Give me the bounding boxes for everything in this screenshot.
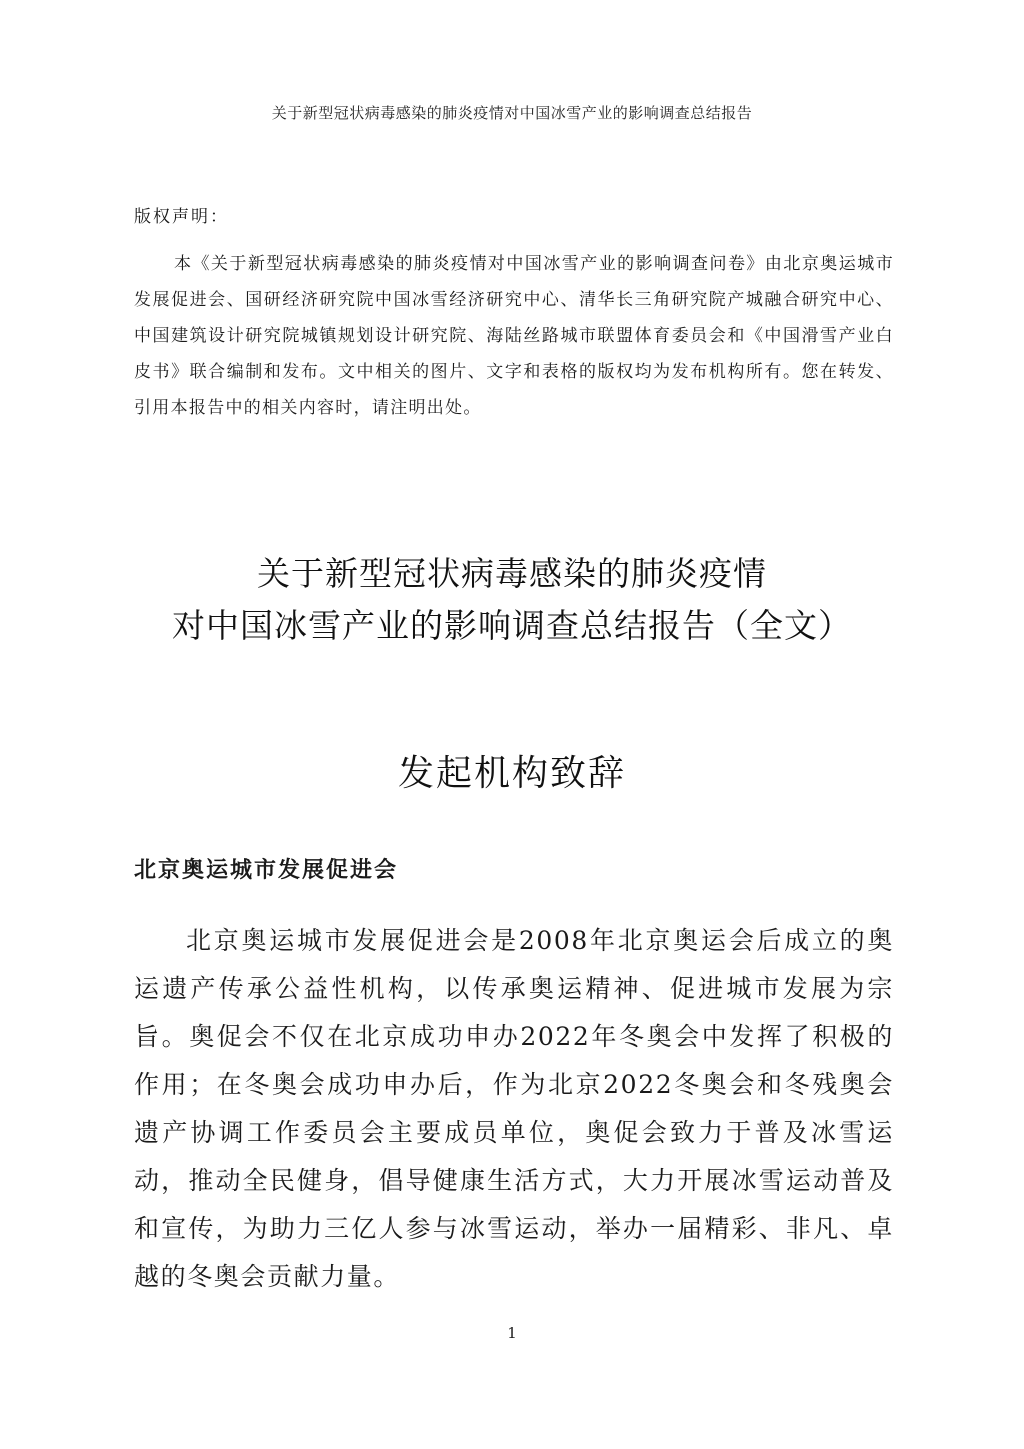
section-title: 发起机构致辞 (397, 753, 626, 794)
report-title (0, 548, 1024, 652)
copyright-notice (134, 202, 894, 426)
report-title-line-2: 对中国冰雪产业的影响调查总结报告（全文） (172, 606, 852, 645)
organization-paragraph: 北京奥运城市发展促进会是2008年北京奥运会后成立的奥运遗产传承公益性机构，以传承奥运精神、促进城市发展为宗旨。奥促会不仅在北京成功申办2022年冬奥会中发挥了积极的作用；在冬奥会成功申办后，作为北京2022冬奥会和冬残奥会遗产协调工作委员会主要成员单位，奥促会致力于普及冰雪运动，推动全民健身，倡导健康生活方式，大力开展冰雪运动普及和宣传，为助力三亿人参与冰雪运动，举办一届精彩、非凡、卓越的冬奥会贡献力量。 (134, 926, 894, 1291)
organization-heading: 北京奥运城市发展促进会 (134, 857, 399, 883)
copyright-body: 本《关于新型冠状病毒感染的肺炎疫情对中国冰雪产业的影响调查问卷》由北京奥运城市发展促进会、国研经济研究院中国冰雪经济研究中心、清华长三角研究院产城融合研究中心、中国建筑设计研究院城镇规划设计研究院、海陆丝路城市联盟体育委员会和《中国滑雪产业白皮书》联合编制和发布。文中相关的图片、文字和表格的版权均为发布机构所有。您在转发、引用本报告中的相关内容时，请注明出处。 (134, 254, 894, 418)
running-header: 关于新型冠状病毒感染的肺炎疫情对中国冰雪产业的影响调查总结报告 (271, 104, 753, 122)
copyright-heading: 版权声明： (134, 207, 229, 227)
report-title-line-1: 关于新型冠状病毒感染的肺炎疫情 (257, 554, 767, 593)
page-number: 1 (507, 1324, 517, 1342)
